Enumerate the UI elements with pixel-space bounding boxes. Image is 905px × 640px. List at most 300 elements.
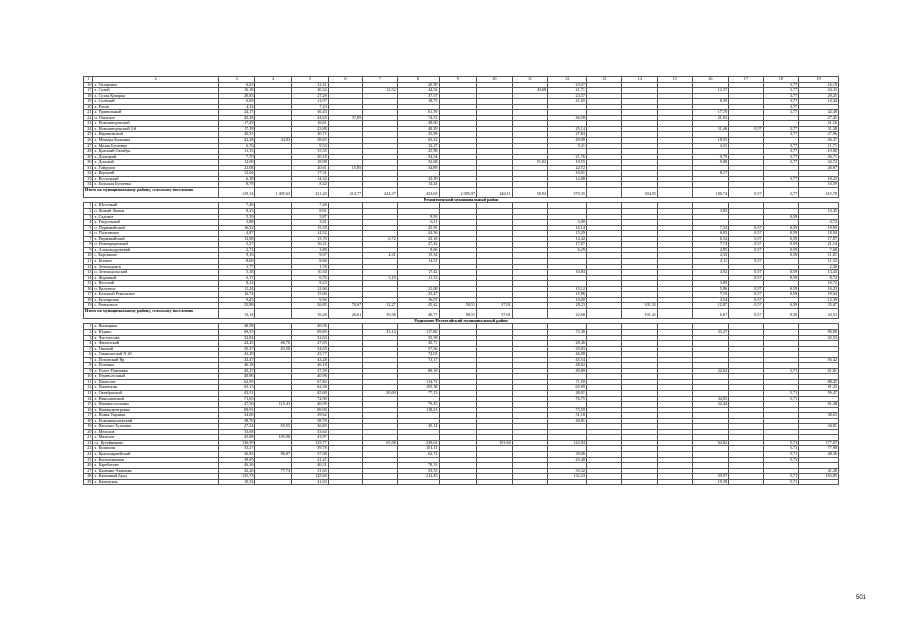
table-cell: 96,07 [255,452,292,458]
settlement-name: х. Сухая Кумарка [93,93,218,99]
table-cell: 8,60 [218,258,255,264]
table-cell: 34,08 [218,413,255,419]
total-cell: 16,28 [292,308,329,318]
settlement-name: х. Копиленкован [93,457,218,463]
table-cell: 5,71 [763,396,799,402]
settlement-name: х. Красноармейский [93,452,218,458]
table-cell: 13,70 [292,236,329,242]
settlement-name: х. Тишкий [93,346,218,352]
table-cell: 12,04 [218,171,255,177]
row-number: 34 [84,182,93,188]
table-cell: 33,27 [218,446,255,452]
table-cell: 3,80 [548,220,587,226]
table-cell: 136,99 [218,440,255,446]
table-cell: 65,22 [397,138,439,144]
table-cell: 8,22 [218,281,255,287]
row-number: 26 [84,138,93,144]
table-cell: 0,59 [763,292,799,298]
table-cell: 48,62 [548,363,587,369]
settlement-name: п. Первомайский [93,225,218,231]
table-cell: 33,32 [548,468,587,474]
table-cell: 8,66 [292,258,329,264]
table-cell: 37,57 [397,93,439,99]
column-number: 15 [658,77,693,83]
settlement-name: х. Чистополка [93,335,218,341]
table-cell: 16,74 [218,292,255,298]
table-cell: 11,33 [397,275,439,281]
table-cell: 69,90 [292,407,329,413]
row-number: 9 [84,368,93,374]
table-cell: 17,07 [548,242,587,248]
settlement-name: х. Малая Бугаевка [93,143,218,149]
table-cell: 46,36 [218,463,255,469]
table-cell: 8,23 [292,281,329,287]
row-number: 26 [84,463,93,469]
table-cell: 10,72 [799,281,839,287]
table-cell: 46,31 [292,463,329,469]
row-number: 8 [84,363,93,369]
table-cell: 118,23 [397,407,439,413]
table-cell: 105,38 [397,385,439,391]
table-cell: 6,93 [692,231,729,237]
table-cell: 18,55 [692,138,729,144]
table-cell: 0,57 [729,258,764,264]
table-cell: 8,74 [799,275,839,281]
table-cell: 25,95 [397,225,439,231]
column-number: 12 [548,77,587,83]
table-cell: 3,82 [692,209,729,215]
table-cell: 39,78 [292,446,329,452]
column-number: 13 [586,77,622,83]
row-number: 29 [84,479,93,485]
table-cell: 73,36 [548,329,587,335]
table-cell: 3,77 [763,88,799,94]
table-cell: 15,86 [548,292,587,298]
table-cell: 7,19 [692,292,729,298]
section-title: Родионово-Несветайский муниципальный район [84,318,839,324]
row-number: 19 [84,424,93,430]
table-cell: 67,82 [292,379,329,385]
table-cell: 79,45 [397,402,439,408]
table-cell: 16,07 [397,297,439,303]
table-cell: 0,57 [729,225,764,231]
row-number: 5 [84,225,93,231]
row-number: 12 [84,385,93,391]
table-cell: 16,14 [548,225,587,231]
table-cell: 27,42 [397,242,439,248]
settlement-name: х. Белоярская [93,297,218,303]
table-cell: 53,53 [397,468,439,474]
table-cell: 37,01 [477,303,513,309]
page-number: 501 [856,595,867,601]
table-cell: 29,25 [799,93,839,99]
table-cell: 5,96 [692,286,729,292]
table-cell: 15,29 [548,231,587,237]
table-cell: 0,59 [763,242,799,248]
table-cell: 40,96 [292,374,329,380]
table-cell: 20,61 [292,165,329,171]
table-cell: 88,45 [799,379,839,385]
table-cell: 21,65 [548,99,587,105]
table-cell: 33,64 [292,429,329,435]
table-cell: 11,46 [692,126,729,132]
table-cell: 11,15 [218,149,255,155]
table-cell: 77,98 [799,446,839,452]
table-cell: 27,96 [799,132,839,138]
table-cell: 3,61 [292,220,329,226]
settlement-name: х. Мелихов [93,429,218,435]
table-cell: 21,16 [799,121,839,127]
row-number: 12 [84,264,93,270]
table-cell: 69,55 [218,329,255,335]
settlement-name: х. Каребатово [93,463,218,469]
table-cell: 17,42 [397,270,439,276]
table-cell: 5,71 [763,390,799,396]
total-cell: 129,14 [218,187,255,197]
table-cell: 29,62 [292,413,329,419]
column-number: 14 [622,77,658,83]
total-cell [255,308,292,318]
table-cell: 21,08 [397,286,439,292]
settlement-name: х. Раздольный [93,220,218,226]
table-cell: 19,55 [548,160,587,166]
settlement-name: п. Зеленодольский [93,270,218,276]
table-cell: 125,73 [218,474,255,480]
table-cell: 22,63 [692,368,729,374]
table-cell: 16,23 [799,286,839,292]
table-cell: 74,03 [397,352,439,358]
table-cell: 9,23 [218,209,255,215]
table-cell: 10,30 [292,270,329,276]
table-cell: 66,70 [255,341,292,347]
table-cell: 43,68 [512,88,548,94]
table-cell: 8,42 [292,182,329,188]
table-cell: 27,29 [292,93,329,99]
table-cell: 31,38 [799,126,839,132]
table-cell: 5,71 [763,446,799,452]
table-cell: 0,57 [729,242,764,248]
table-cell: 0,57 [729,297,764,303]
table-cell: 7,70 [218,154,255,160]
table-cell: 26,69 [292,424,329,430]
table-cell: 5,71 [763,457,799,463]
table-cell: 5,71 [763,368,799,374]
table-cell: 6,76 [218,143,255,149]
table-cell: 0,57 [729,236,764,242]
table-cell: 3,77 [763,104,799,110]
table-cell: 36,82 [218,452,255,458]
column-number: 11 [512,77,548,83]
table-cell: 4,32 [218,104,255,110]
row-number: 18 [84,297,93,303]
row-number: 15 [84,402,93,408]
row-number: 13 [84,390,93,396]
table-cell [586,479,622,485]
table-cell: 14,42 [548,236,587,242]
table-cell: 14,52 [292,231,329,237]
table-cell: 19,80 [799,149,839,155]
table-cell: 8,78 [218,182,255,188]
table-cell: 4,33 [692,253,729,259]
row-number: 20 [84,429,93,435]
table-cell: 11,71 [799,143,839,149]
settlement-name: с. Корсиково [93,253,218,259]
table-cell: 40,09 [548,138,587,144]
column-number: 2 [93,77,218,83]
table-cell: 64,82 [692,440,729,446]
column-number: 10 [477,77,513,83]
table-cell [658,479,693,485]
row-number: 16 [84,82,93,88]
row-number: 29 [84,154,93,160]
table-cell: 0,59 [763,225,799,231]
settlement-name: х. Пантелев [93,379,218,385]
table-cell: 62,95 [218,379,255,385]
table-cell: 90,88 [799,329,839,335]
settlement-name: х. Шестикий [93,203,218,209]
settlement-name: п. Валуевое [93,286,218,292]
table-cell: 34,93 [255,138,292,144]
table-cell: 61,39 [397,110,439,116]
table-cell: 4,11 [692,258,729,264]
table-cell: 0,59 [763,231,799,237]
row-number: 16 [84,407,93,413]
table-cell: 38,63 [799,413,839,419]
table-cell: 5,27 [218,242,255,248]
table-cell: 9,16 [218,253,255,259]
table-cell: 63,13 [218,385,255,391]
total-cell [658,308,693,318]
table-cell: 14,32 [292,176,329,182]
row-number: 25 [84,457,93,463]
settlement-name: х. Мещера Калмыка [93,138,218,144]
table-cell: 3,89 [692,281,729,287]
table-cell: 3,77 [763,149,799,155]
row-number: 3 [84,214,93,220]
total-cell: 379,35 [548,187,587,197]
table-cell: 80,16 [397,368,439,374]
table-cell: 9,56 [292,297,329,303]
settlement-name: х. Каменный Брод [93,474,218,480]
table-cell: 16,61 [292,121,329,127]
total-cell [512,308,548,318]
table-cell: 4,54 [692,297,729,303]
table-cell: 115,41 [255,402,292,408]
table-cell: 4,72 [799,220,839,226]
table-cell: 11,81 [799,253,839,259]
settlement-name: х. Большая Бугаевка [93,182,218,188]
table-cell: 11,32 [799,258,839,264]
row-number: 27 [84,468,93,474]
table-cell: 6,70 [292,275,329,281]
table-cell: 12,39 [799,297,839,303]
total-cell: 100,74 [692,187,729,197]
table-cell: 6,11 [397,220,439,226]
table-cell: 51,02 [512,160,548,166]
table-cell: 0,59 [763,286,799,292]
total-cell [586,308,622,318]
table-cell: 35,98 [397,132,439,138]
settlement-name: х. Плотт-Павловка [93,368,218,374]
table-cell: 125,60 [292,474,329,480]
table-cell: 12,37 [692,88,729,94]
row-number: 24 [84,452,93,458]
settlement-name: х. Красный Октябрь [93,149,218,155]
total-cell: 304,55 [622,187,658,197]
row-number: 10 [84,374,93,380]
table-cell: 39,05 [218,457,255,463]
total-label: Итого по муниципальному району, сельскому поселению [84,308,219,318]
table-cell: 3,77 [763,110,799,116]
row-number: 4 [84,220,93,226]
table-cell: 23,57 [548,93,587,99]
table-cell: 45,54 [548,357,587,363]
table-cell: 229,61 [397,440,439,446]
row-number: 21 [84,110,93,116]
table-cell: 12,41 [292,82,329,88]
table-cell: 17,18 [218,126,255,132]
settlement-name: х. Веселый [93,281,218,287]
table-cell: 26,47 [799,138,839,144]
table-cell: 25,14 [548,126,587,132]
table-cell: 0,59 [763,236,799,242]
row-number: 1 [84,324,93,330]
table-cell: 18,94 [799,231,839,237]
settlement-name: с. Ремонтное [93,303,218,309]
settlement-name: х. Нижнедмитровка [93,407,218,413]
table-cell: 45,28 [218,115,255,121]
row-number: 14 [84,396,93,402]
table-cell: 74,51 [397,115,439,121]
table-cell: 40,29 [397,126,439,132]
settlement-name: х. Привольный [93,110,218,116]
table-cell: 77,74 [255,468,292,474]
table-cell: 0,57 [729,275,764,281]
table-cell: 18,73 [397,99,439,105]
table-cell: 14,51 [397,258,439,264]
table-cell: 117,86 [397,329,439,335]
row-number: 32 [84,171,93,177]
table-cell: 142,94 [548,440,587,446]
row-number: 18 [84,418,93,424]
table-cell: 40,96 [218,374,255,380]
table-cell [477,479,513,485]
table-cell: 24,72 [799,160,839,166]
table-cell: 12,52 [363,88,398,94]
table-cell: 17,19 [692,110,729,116]
table-cell: 43,28 [218,352,255,358]
table-cell: 15,35 [292,149,329,155]
table-cell: 46,08 [548,352,587,358]
table-cell: 163,85 [799,474,839,480]
table-cell: 16,18 [218,88,255,94]
table-cell: 62,36 [292,385,329,391]
table-cell: 6,72 [363,236,398,242]
row-number: 21 [84,435,93,441]
table-cell: 21,71 [548,88,587,94]
table-cell: 43,47 [218,357,255,363]
table-cell: 20,69 [363,390,398,396]
row-number: 2 [84,329,93,335]
table-cell: 45,27 [218,368,255,374]
table-cell: 25,88 [218,303,255,309]
table-cell: 34,54 [397,154,439,160]
table-cell: 35,07 [799,303,839,309]
row-number: 27 [84,143,93,149]
settlement-name: х. Малахов [93,435,218,441]
total-cell: 221,20 [292,187,329,197]
table-cell: 14,24 [397,182,439,188]
table-cell: 3,77 [763,143,799,149]
total-row [84,308,839,318]
table-cell [799,479,839,485]
data-sheet [83,76,839,485]
settlement-name: х. Переволочный [93,374,218,380]
total-cell: 433,65 [397,187,439,197]
table-cell: 24,33 [799,88,839,94]
row-number: 4 [84,341,93,347]
settlement-name: х. Большой Ремонтное [93,292,218,298]
table-cell: 37,08 [292,452,329,458]
table-cell [439,479,477,485]
table-cell: 12,66 [292,286,329,292]
row-number: 23 [84,121,93,127]
table-cell [548,479,587,485]
table-cell: 0,57 [729,286,764,292]
settlement-name: х. Рахов [93,104,218,110]
column-number: 18 [763,77,799,83]
column-number: 19 [799,77,839,83]
settlement-name: х. Николаевский [93,396,218,402]
table-cell: 9,45 [218,297,255,303]
total-cell [586,187,622,197]
table-cell: 9,53 [292,143,329,149]
total-cell: 214,77 [328,187,363,197]
table-cell: 42,53 [799,335,839,341]
table-cell: 0,57 [729,292,764,298]
table-cell: 44,65 [292,115,329,121]
table-cell: 47,56 [218,402,255,408]
table-cell: 49,89 [548,368,587,374]
table-cell: 70,67 [328,303,363,309]
table-cell: 0,59 [763,247,799,253]
table-cell: 20,71 [292,132,329,138]
table-cell: 2,85 [692,247,729,253]
table-cell: 6,69 [218,99,255,105]
settlement-name: х. Новая Украина [93,413,218,419]
settlement-name: х. Донской [93,160,218,166]
table-cell: 7,46 [292,203,329,209]
table-cell: 65,58 [363,440,398,446]
table-cell: 6,54 [692,236,729,242]
row-number: 7 [84,357,93,363]
total-cell: 3,77 [763,187,799,197]
table-cell: 12,00 [218,160,255,166]
settlement-name: х. Поповский Яр [93,357,218,363]
table-cell: 33,68 [218,429,255,435]
settlement-name: х. Восточный [93,176,218,182]
row-number: 1 [84,203,93,209]
settlement-name: х. Зеленодонск [93,264,218,270]
table-cell: 24,25 [218,341,255,347]
table-cell: 5,87 [292,214,329,220]
row-number: 13 [84,270,93,276]
table-cell: 10,59 [799,182,839,188]
row-number: 10 [84,253,93,259]
settlement-name: п. Опытное [93,115,218,121]
table-cell: 41,21 [292,457,329,463]
row-number: 5 [84,346,93,352]
